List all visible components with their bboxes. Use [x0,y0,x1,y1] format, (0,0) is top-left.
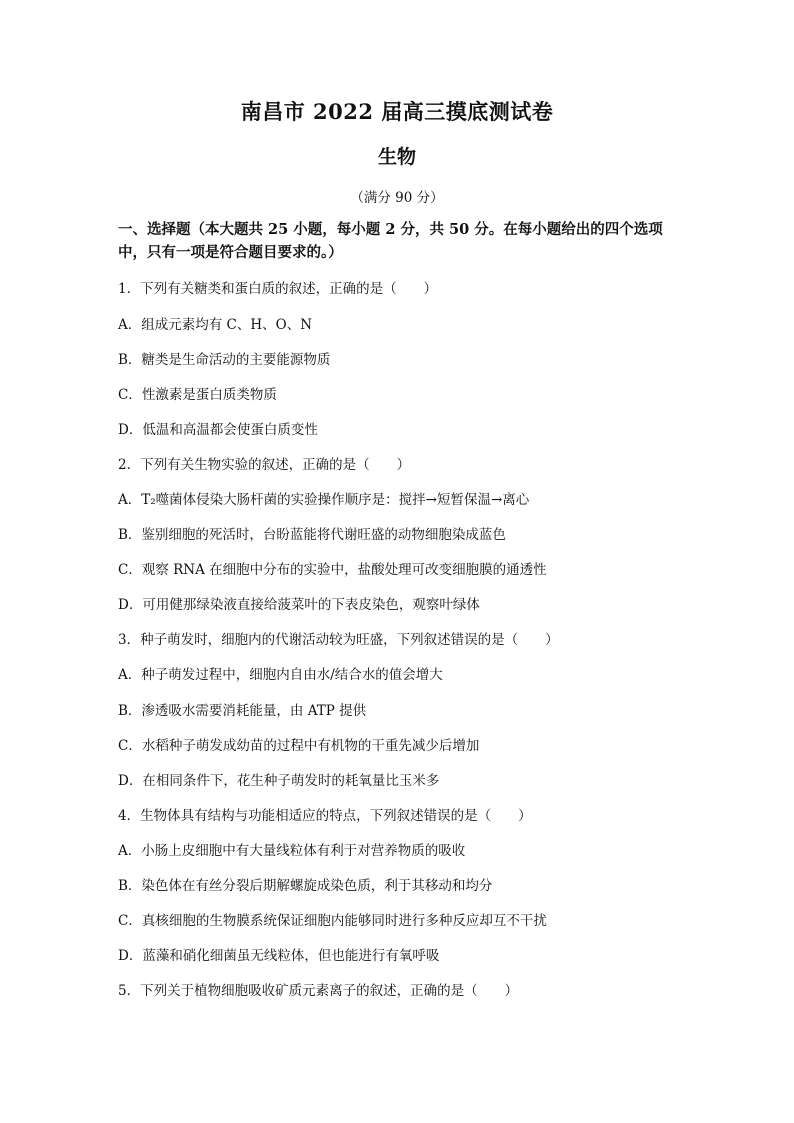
question-2-option-d: D．可用健那绿染液直接给菠菜叶的下表皮染色，观察叶绿体 [118,597,480,613]
question-3-stem: 3．种子萌发时，细胞内的代谢活动较为旺盛，下列叙述错误的是（ ） [118,632,559,648]
question-1-option-c: C．性激素是蛋白质类物质 [118,387,277,403]
question-3-option-d: D．在相同条件下，花生种子萌发时的耗氧量比玉米多 [118,773,440,789]
question-1-stem: 1．下列有关糖类和蛋白质的叙述，正确的是（ ） [118,281,438,297]
question-3-option-c: C．水稻种子萌发成幼苗的过程中有机物的干重先减少后增加 [118,738,480,754]
question-2-stem: 2．下列有关生物实验的叙述，正确的是（ ） [118,457,411,473]
question-2-option-a: A．T₂噬菌体侵染大肠杆菌的实验操作顺序是：搅拌→短暂保温→离心 [118,492,530,508]
question-3-option-a: A．种子萌发过程中，细胞内自由水/结合水的值会增大 [118,667,443,683]
question-2-option-b: B．鉴别细胞的死活时，台盼蓝能将代谢旺盛的动物细胞染成蓝色 [118,527,506,543]
question-4-option-c: C．真核细胞的生物膜系统保证细胞内能够同时进行多种反应却互不干扰 [118,913,547,929]
question-5-stem: 5．下列关于植物细胞吸收矿质元素离子的叙述，正确的是（ ） [118,983,519,999]
question-4-option-b: B．染色体在有丝分裂后期解螺旋成染色质，利于其移动和均分 [118,878,493,894]
subject-title: 生物 [377,146,416,168]
question-1-option-a: A．组成元素均有 C、H、O、N [118,317,313,333]
question-2-option-c: C．观察 RNA 在细胞中分布的实验中，盐酸处理可改变细胞膜的通透性 [118,562,547,578]
question-4-option-a: A．小肠上皮细胞中有大量线粒体有利于对营养物质的吸收 [118,843,466,859]
question-4-stem: 4．生物体具有结构与功能相适应的特点，下列叙述错误的是（ ） [118,808,532,824]
question-1-option-d: D．低温和高温都会使蛋白质变性 [118,422,318,438]
section-heading: 一、选择题（本大题共 25 小题，每小题 2 分，共 50 分。在每小题给出的四个选项中，只有一项是符合题目要求的。） [118,221,663,261]
question-1-option-b: B．糖类是生命活动的主要能源物质 [118,352,331,368]
question-3-option-b: B．渗透吸水需要消耗能量，由 ATP 提供 [118,703,367,719]
full-score-note: （满分 90 分） [350,190,444,206]
question-4-option-d: D．蓝藻和硝化细菌虽无线粒体，但也能进行有氧呼吸 [118,948,440,964]
exam-title: 南昌市 2022 届高三摸底测试卷 [240,99,554,124]
